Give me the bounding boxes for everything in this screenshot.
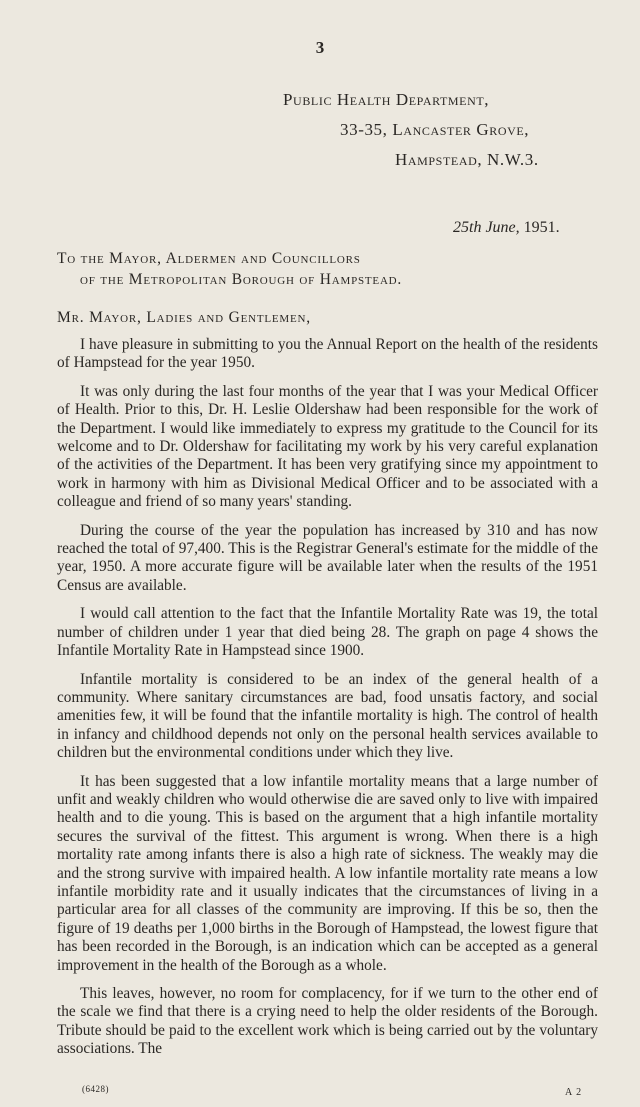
salutation: Mr. Mayor, Ladies and Gentlemen, <box>57 309 311 326</box>
page-number: 3 <box>315 38 325 57</box>
date-day-month: 25th June, <box>453 219 520 236</box>
addressee-line-2: of the Metropolitan Borough of Hampstead. <box>80 271 403 288</box>
paragraph-population: During the course of the year the population has increased by 310 and has now reached the total of 97,400. This is the Registrar General's estimate for the middle of the year, 1950. A more accurate figure will be available later when the results of the 1951 Census are available. <box>57 521 598 594</box>
paragraph-complacency: This leaves, however, no room for complacency, for if we turn to the other end of the scale we find that there is a crying need to help the older residents of the Borough. Tribute should be paid to the excellent work which is being carried out by the voluntary associations. The <box>57 985 598 1058</box>
paragraph-infantile-rate: I would call attention to the fact that the Infantile Mortality Rate was 19, the total number of children under 1 year that died being 28. The graph on page 4 shows the Infantile Mortality Rate in Hampstead since 1900. <box>57 605 598 660</box>
signature-mark: A 2 <box>565 1087 583 1098</box>
addressee-line-1: To the Mayor, Aldermen and Councillors <box>57 250 361 267</box>
print-code: (6428) <box>82 1084 109 1094</box>
letter-body <box>57 336 598 1069</box>
paragraph-intro: I have pleasure in submitting to you the Annual Report on the health of the residents of Hampstead for the year 1950. <box>57 336 598 372</box>
date-year: 1951. <box>523 219 560 236</box>
paragraph-argument: It has been suggested that a low infantile mortality means that a large number of unfit and weakly children who would otherwise die are saved only to live with impaired health and to die young. This is based on the argument that a high infantile mortality secures the survival of the fittest. This argument is wrong. When there is a high mortality rate among infants there is also a high rate of sickness. The weakly may die and the strong survive with impaired health. A low infantile mortality rate means a low infantile morbidity rate and it usually indicates that the circumstances of living in a particular area for all classes of the community are improving. If this be so, then the figure of 19 deaths per 1,000 births in the Borough of Hampstead, the lowest figure that has been recorded in the Borough, is an indication which can be accepted as a general improvement in the health of the Borough as a whole. <box>57 772 598 974</box>
address-line-district: Hampstead, N.W.3. <box>395 150 539 169</box>
paragraph-appointment: It was only during the last four months of the year that I was your Medical Officer of Health. Prior to this, Dr. H. Leslie Oldershaw had been responsible for the work of the Department. I would like immediately to express my gratitude to the Council for its welcome and to Dr. Oldershaw for facilitating my work by his very careful explanation of the activities of the Department. It has been very gratifying since my appointment to work in harmony with him as Divisional Medical Officer and to be associated with a colleague and friend of so many years' standing. <box>57 382 598 511</box>
letter-date <box>453 219 560 237</box>
paragraph-health-index: Infantile mortality is considered to be an index of the general health of a community. Where sanitary circumstances are bad, food unsatis factory, and social amenities few, it will be found that the infantile mortality is high. The control of health in infancy and childhood depends not only on the personal health services available to children but the environmental conditions under which they live. <box>57 670 598 762</box>
address-line-street: 33-35, Lancaster Grove, <box>340 120 530 139</box>
address-line-department: Public Health Department, <box>283 90 490 109</box>
